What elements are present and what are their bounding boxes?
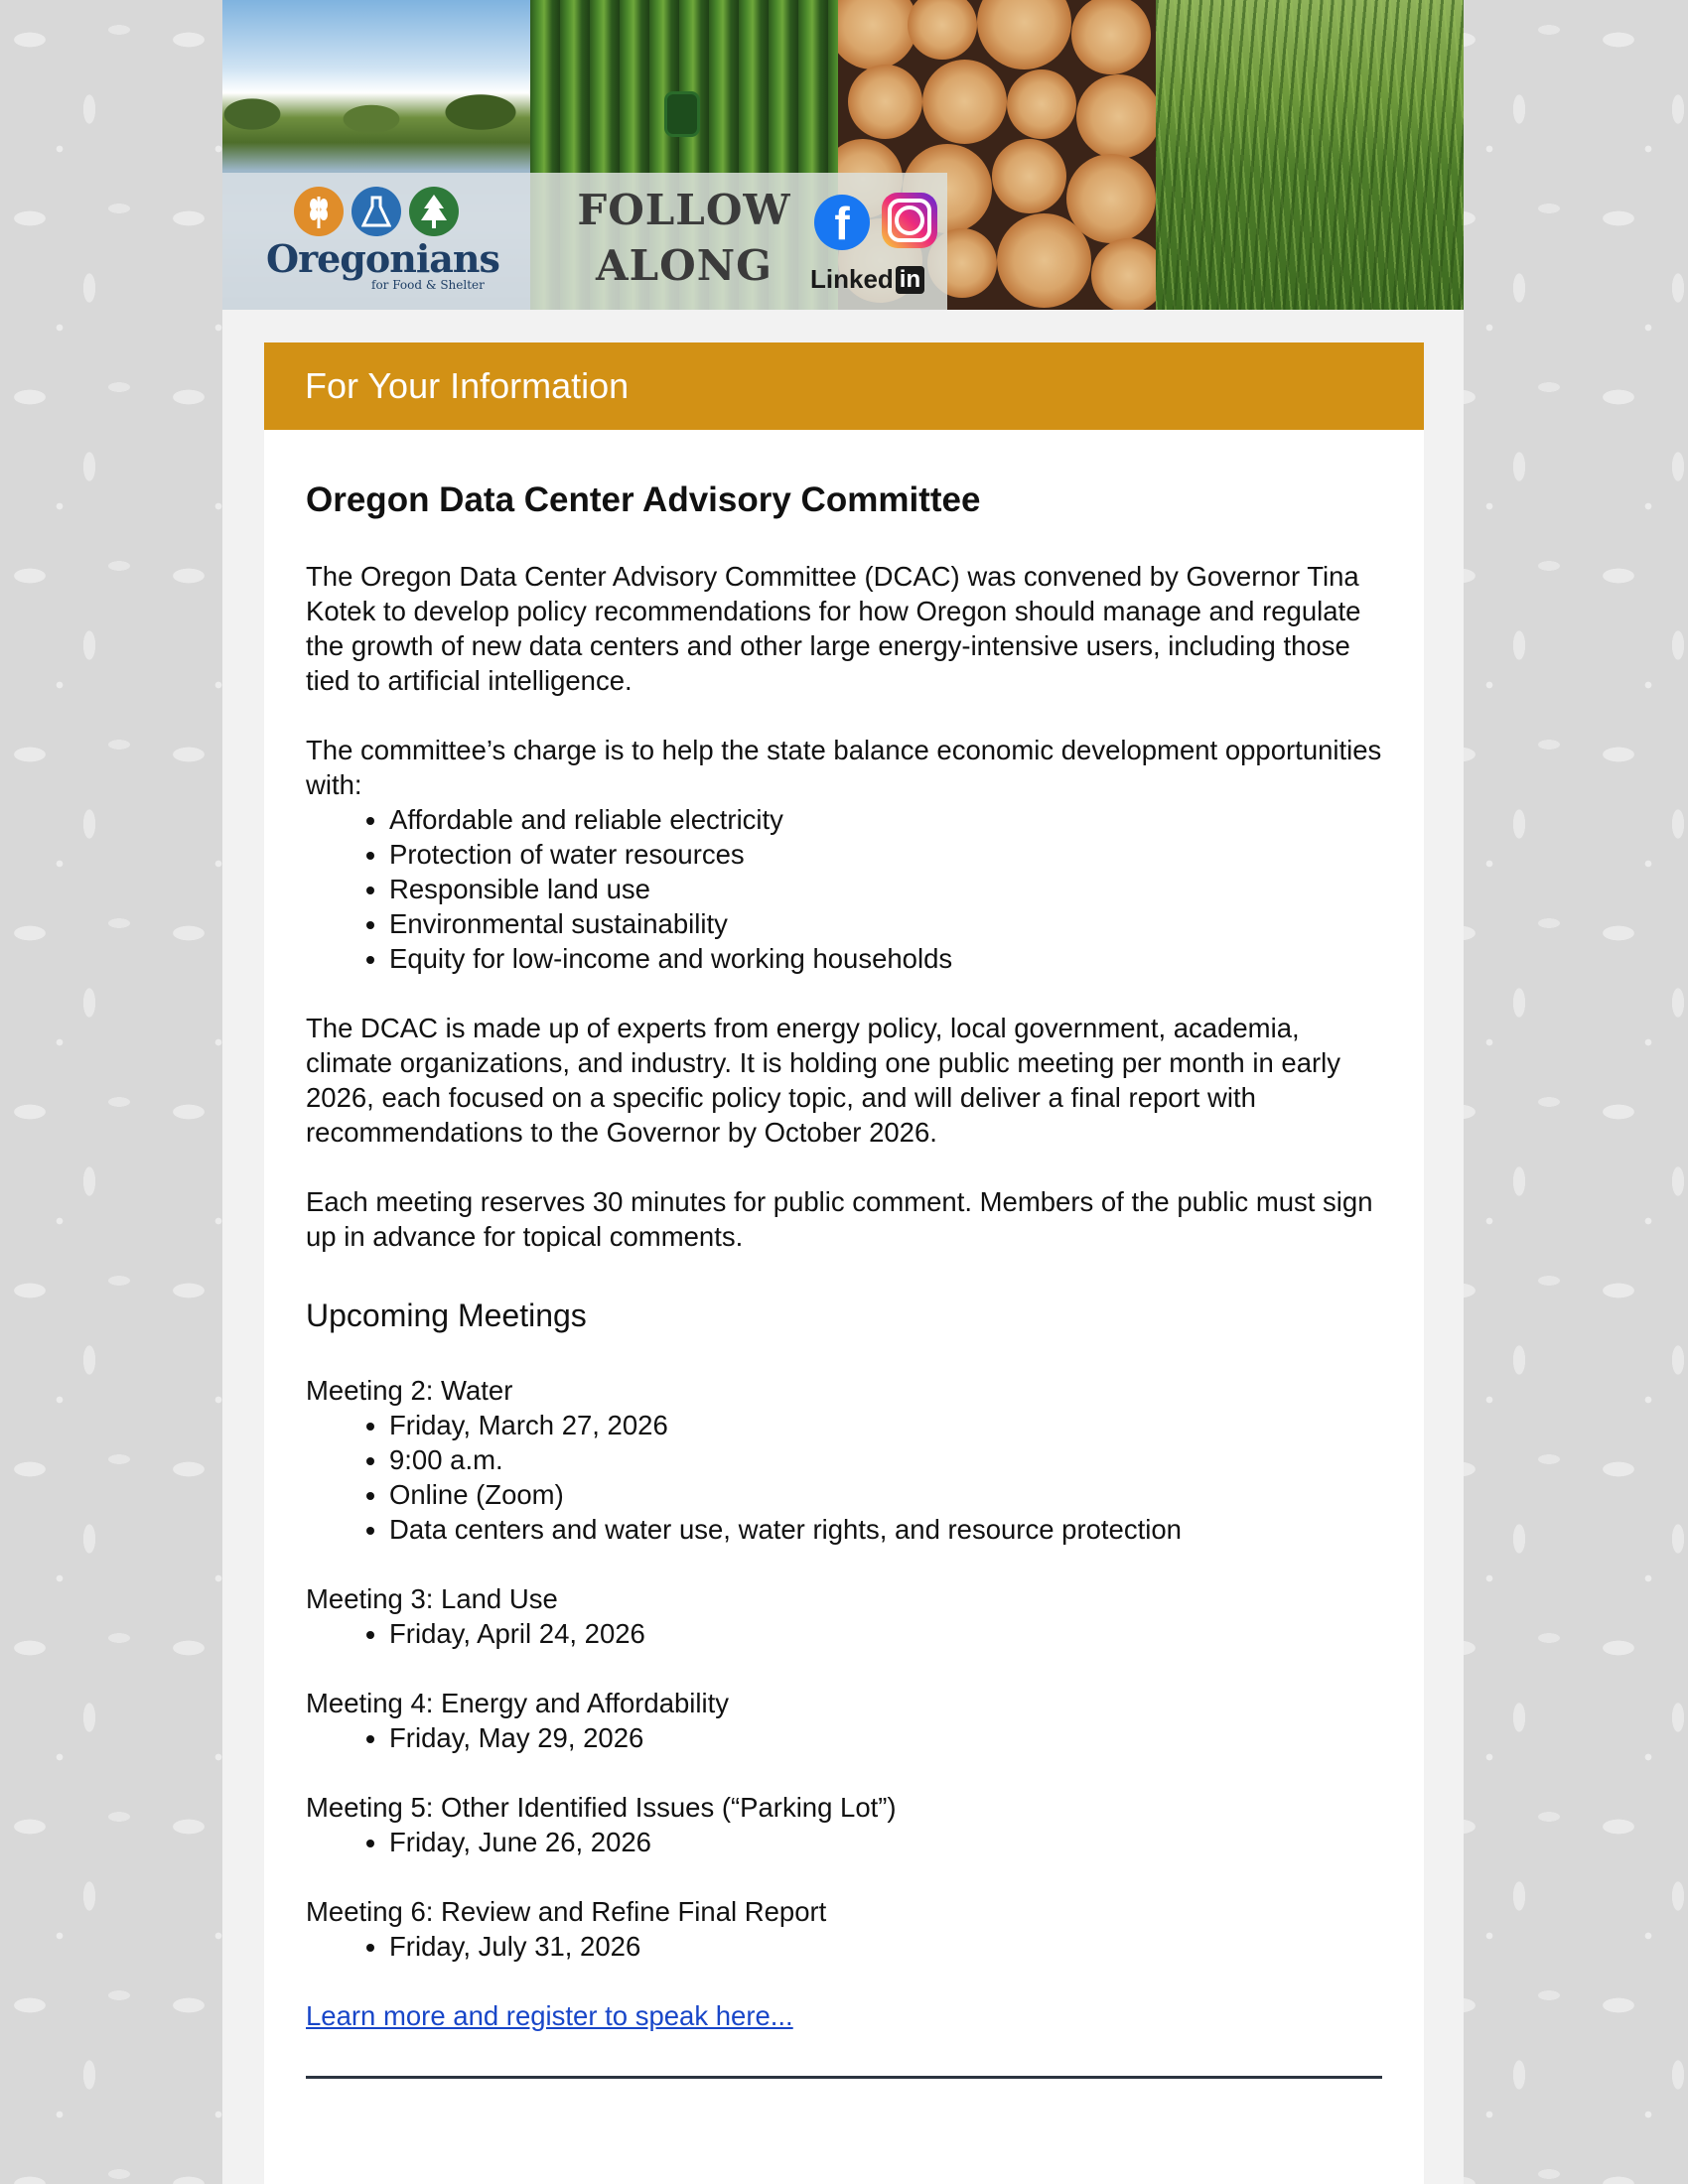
wheat-icon	[294, 187, 344, 236]
meeting-title: Meeting 3: Land Use	[306, 1583, 558, 1614]
oregonians-logo[interactable]	[222, 173, 530, 310]
list-item: • Friday, March 27, 2026	[389, 1408, 1388, 1442]
list-item: • Protection of water resources	[389, 837, 1388, 872]
meeting-details	[306, 1929, 1388, 1964]
list-item: • Responsible land use	[389, 872, 1388, 906]
list-item: • Friday, May 29, 2026	[389, 1720, 1388, 1755]
email-container	[222, 0, 1464, 2184]
divider	[306, 2076, 1382, 2079]
list-item: • Data centers and water use, water rights, and resource protection	[389, 1512, 1388, 1547]
header-banner	[222, 0, 1464, 310]
list-item: • 9:00 a.m.	[389, 1442, 1388, 1477]
article-content	[306, 430, 1388, 2079]
logo-tagline: for Food & Shelter	[371, 278, 485, 292]
meeting-title: Meeting 5: Other Identified Issues (“Parking Lot”)	[306, 1792, 897, 1823]
section-header-title: For Your Information	[305, 365, 630, 406]
list-item: • Environmental sustainability	[389, 906, 1388, 941]
list-item: • Friday, July 31, 2026	[389, 1929, 1388, 1964]
list-item: • Online (Zoom)	[389, 1477, 1388, 1512]
charge-paragraph: The committee’s charge is to help the state balance economic development opportunities with:	[306, 735, 1382, 800]
meeting-title: Meeting 6: Review and Refine Final Report	[306, 1896, 827, 1927]
list-item: • Friday, June 26, 2026	[389, 1825, 1388, 1859]
meeting-details	[306, 1720, 1388, 1755]
article-title: Oregon Data Center Advisory Committee	[306, 480, 981, 519]
instagram-icon[interactable]	[882, 193, 937, 248]
follow-along-text: FOLLOW ALONG	[577, 186, 791, 290]
article-card	[264, 430, 1424, 2184]
list-item: • Affordable and reliable electricity	[389, 802, 1388, 837]
meetings-heading: Upcoming Meetings	[306, 1297, 587, 1333]
public-comment-paragraph: Each meeting reserves 30 minutes for public comment. Members of the public must sign up in advance for topical comments.	[306, 1186, 1373, 1252]
meeting-details	[306, 1825, 1388, 1859]
flask-icon	[352, 187, 401, 236]
list-item: • Equity for low-income and working households	[389, 941, 1388, 976]
meeting-title: Meeting 2: Water	[306, 1375, 513, 1406]
charge-list	[306, 802, 1388, 976]
intro-paragraph: The Oregon Data Center Advisory Committee (DCAC) was convened by Governor Tina Kotek to develop policy recommendations for how Oregon should manage and regulate the growth of new data centers and other large energy-intensive users, including those tied to artificial intelligence.	[306, 561, 1361, 696]
section-header-bar	[264, 342, 1424, 430]
meeting-details	[306, 1408, 1388, 1547]
facebook-icon[interactable]: f	[814, 195, 870, 250]
membership-paragraph: The DCAC is made up of experts from energy policy, local government, academia, climate organizations, and industry. It is holding one public meeting per month in early 2026, each focused on a specific policy topic, and will deliver a final report with recommendations to the Governor by October 2026.	[306, 1013, 1341, 1148]
follow-along-box	[530, 173, 947, 310]
linkedin-icon[interactable]: Linked in	[810, 264, 924, 295]
meeting-details	[306, 1616, 1388, 1651]
meeting-title: Meeting 4: Energy and Affordability	[306, 1688, 730, 1718]
tree-icon	[409, 187, 459, 236]
register-link[interactable]: Learn more and register to speak here...	[306, 2000, 793, 2031]
logo-wordmark: Oregonians	[266, 236, 499, 281]
list-item: • Friday, April 24, 2026	[389, 1616, 1388, 1651]
grass-photo	[1156, 0, 1464, 310]
